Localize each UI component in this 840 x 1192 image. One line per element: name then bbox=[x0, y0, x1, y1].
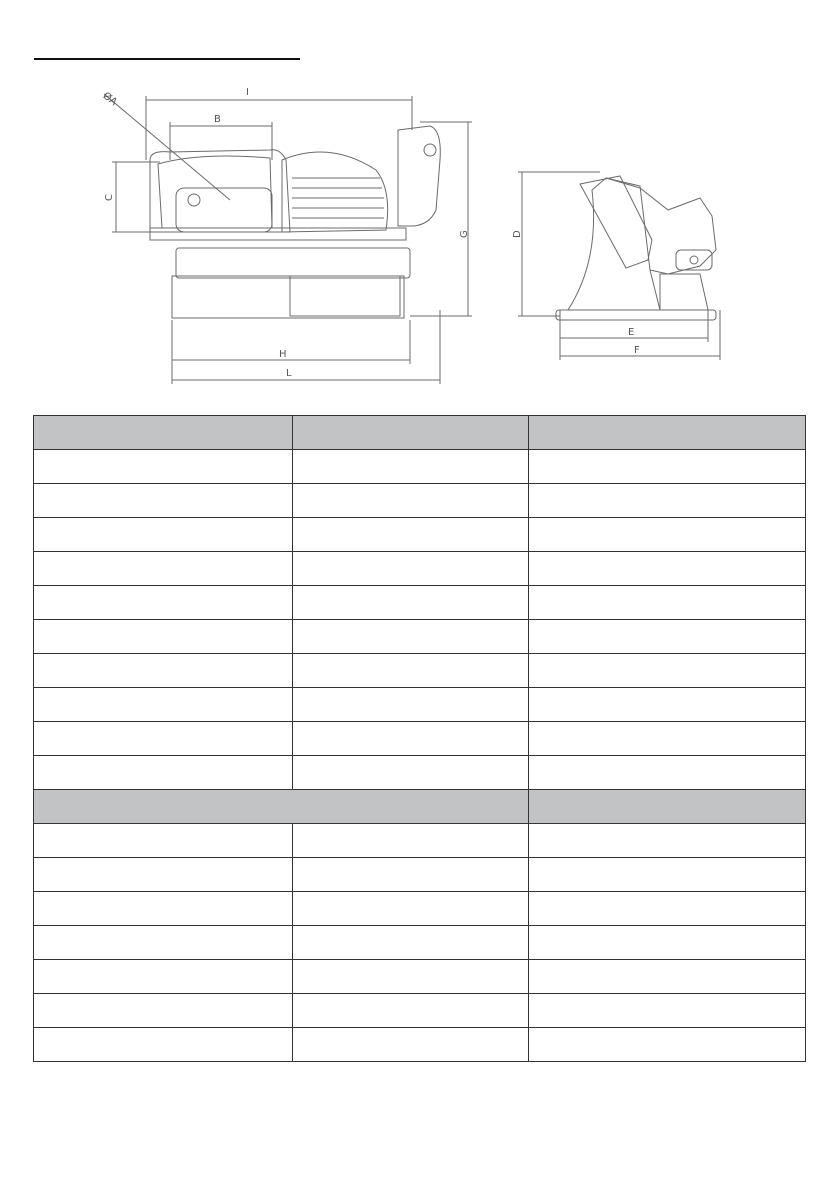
table-cell bbox=[34, 654, 293, 688]
table-cell bbox=[34, 450, 293, 484]
table-cell bbox=[34, 892, 293, 926]
table-cell bbox=[34, 756, 293, 790]
dimension-label-L: L bbox=[286, 368, 292, 379]
table-cell bbox=[529, 756, 806, 790]
table-cell bbox=[293, 892, 529, 926]
table-row bbox=[34, 824, 806, 858]
table-cell bbox=[34, 586, 293, 620]
table-header-cell bbox=[293, 416, 529, 450]
table-cell bbox=[34, 484, 293, 518]
table-header-cell bbox=[34, 416, 293, 450]
table-row bbox=[34, 450, 806, 484]
table-cell bbox=[529, 960, 806, 994]
dimension-label-G: G bbox=[459, 230, 470, 238]
table-cell bbox=[529, 552, 806, 586]
table-cell bbox=[34, 824, 293, 858]
table-cell bbox=[529, 518, 806, 552]
table-row bbox=[34, 484, 806, 518]
table-cell bbox=[34, 1028, 293, 1062]
table-row bbox=[34, 552, 806, 586]
table-cell bbox=[34, 688, 293, 722]
table-cell bbox=[34, 960, 293, 994]
dimension-label-E: E bbox=[628, 327, 635, 338]
table-cell bbox=[529, 858, 806, 892]
specifications-table bbox=[33, 415, 806, 1062]
table-cell bbox=[293, 756, 529, 790]
table-cell bbox=[529, 620, 806, 654]
table-cell bbox=[293, 1028, 529, 1062]
table-row bbox=[34, 926, 806, 960]
table-section-cell bbox=[529, 790, 806, 824]
table-row bbox=[34, 586, 806, 620]
table-row bbox=[34, 722, 806, 756]
table-cell bbox=[34, 722, 293, 756]
table-cell bbox=[34, 620, 293, 654]
technical-drawing bbox=[0, 60, 840, 390]
table-section-cell bbox=[34, 790, 529, 824]
table-section-row bbox=[34, 790, 806, 824]
table-cell bbox=[529, 586, 806, 620]
table-cell bbox=[529, 994, 806, 1028]
table-cell bbox=[529, 688, 806, 722]
table-row bbox=[34, 1028, 806, 1062]
table-cell bbox=[34, 518, 293, 552]
dimension-label-D: D bbox=[512, 230, 523, 238]
table-cell bbox=[293, 688, 529, 722]
table-cell bbox=[293, 484, 529, 518]
table-row bbox=[34, 858, 806, 892]
table-row bbox=[34, 994, 806, 1028]
table-cell bbox=[529, 484, 806, 518]
table-cell bbox=[293, 654, 529, 688]
dimension-label-A: ØA bbox=[100, 90, 119, 109]
table-cell bbox=[529, 892, 806, 926]
table-cell bbox=[529, 722, 806, 756]
table-cell bbox=[293, 960, 529, 994]
table-cell bbox=[293, 858, 529, 892]
table-cell bbox=[529, 926, 806, 960]
table-cell bbox=[34, 858, 293, 892]
table-cell bbox=[529, 654, 806, 688]
table-cell bbox=[293, 586, 529, 620]
table-cell bbox=[34, 552, 293, 586]
table-row bbox=[34, 654, 806, 688]
table-cell bbox=[293, 994, 529, 1028]
dimension-label-H: H bbox=[279, 349, 287, 360]
dimension-label-I: I bbox=[246, 87, 249, 98]
table-header-cell bbox=[529, 416, 806, 450]
table-cell bbox=[293, 722, 529, 756]
table-cell bbox=[293, 552, 529, 586]
table-cell bbox=[34, 926, 293, 960]
table-cell bbox=[293, 518, 529, 552]
dimension-label-C: C bbox=[104, 194, 115, 201]
dimension-label-B: B bbox=[214, 114, 221, 125]
table-cell bbox=[293, 450, 529, 484]
table-cell bbox=[529, 450, 806, 484]
table-row bbox=[34, 620, 806, 654]
table-cell bbox=[34, 994, 293, 1028]
table-cell bbox=[529, 824, 806, 858]
table-header-row bbox=[34, 416, 806, 450]
table-cell bbox=[293, 824, 529, 858]
dimension-label-F: F bbox=[634, 345, 640, 356]
table-row bbox=[34, 892, 806, 926]
table-row bbox=[34, 756, 806, 790]
slicer-dimension-drawing bbox=[0, 60, 840, 390]
table-row bbox=[34, 688, 806, 722]
table-cell bbox=[293, 620, 529, 654]
table-row bbox=[34, 960, 806, 994]
table-row bbox=[34, 518, 806, 552]
table-cell bbox=[293, 926, 529, 960]
table-cell bbox=[529, 1028, 806, 1062]
